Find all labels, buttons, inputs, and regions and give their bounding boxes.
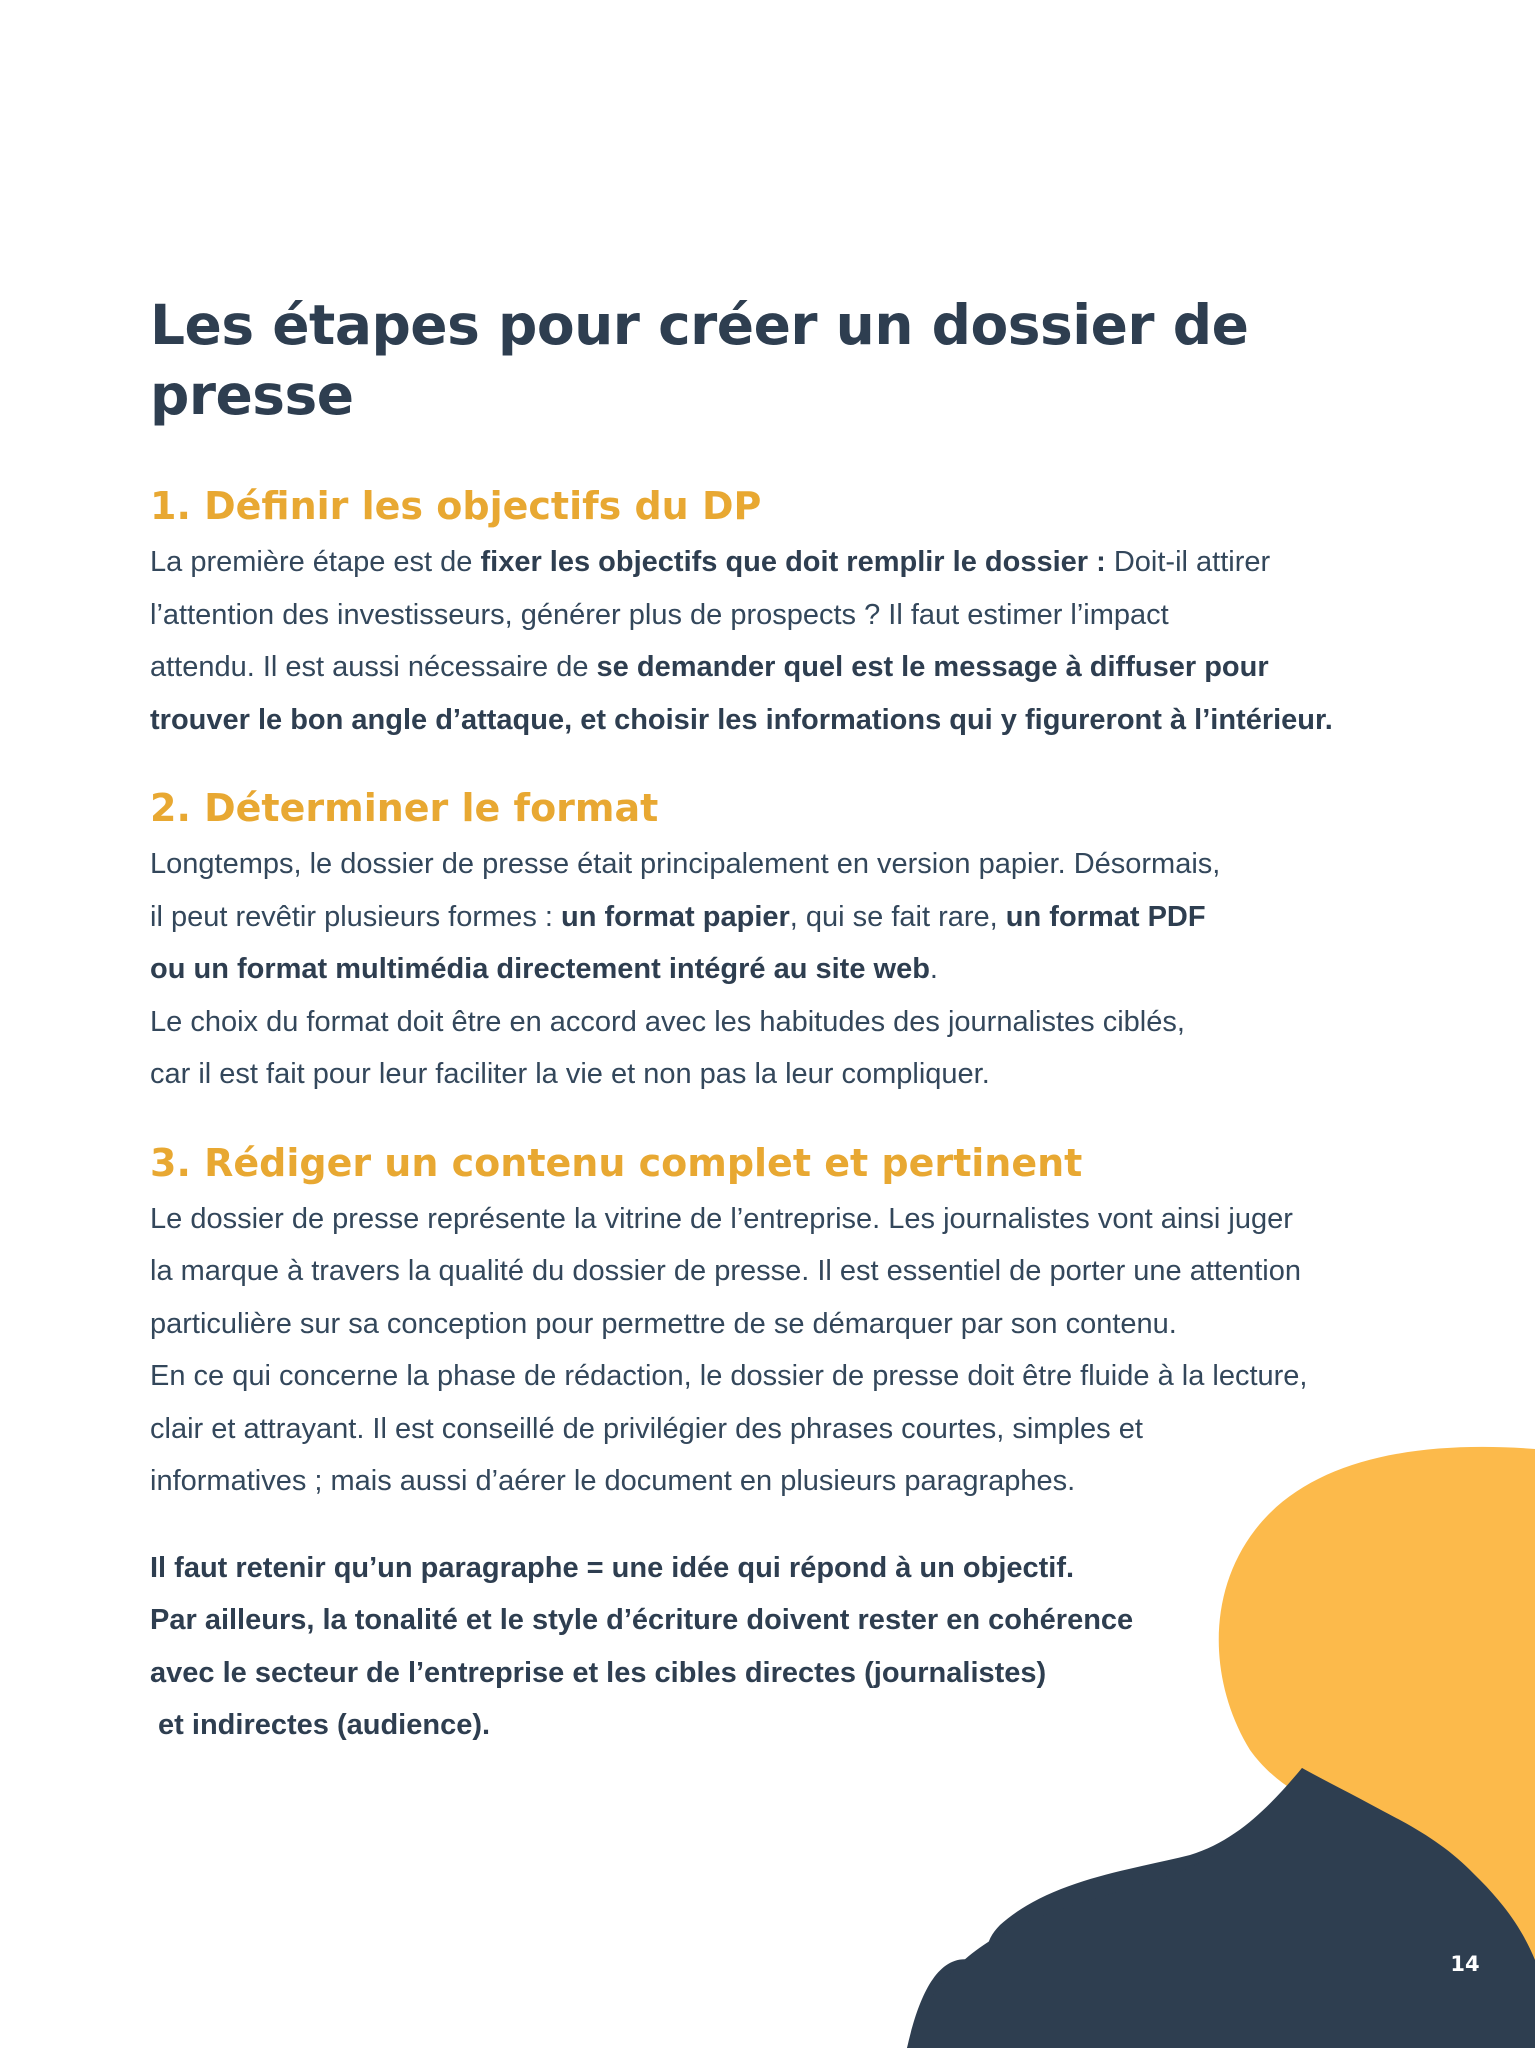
body-text: il peut revêtir plusieurs formes :	[150, 900, 561, 933]
section-body	[150, 536, 1400, 746]
body-text: particulière sur sa conception pour permettre de se démarquer par son contenu.	[150, 1307, 1177, 1340]
sections-container	[150, 478, 1400, 1508]
page-number: 14	[1450, 1952, 1480, 1976]
body-line	[150, 536, 1400, 589]
body-line	[150, 1350, 1400, 1403]
body-line	[150, 1048, 1400, 1101]
conclusion-line: Par ailleurs, la tonalité et le style d’écriture doivent rester en cohérence	[150, 1604, 1134, 1636]
body-line	[150, 838, 1400, 891]
conclusion-line: et indirectes (audience).	[150, 1709, 491, 1741]
body-text: car il est fait pour leur faciliter la vie et non pas la leur compliquer.	[150, 1058, 990, 1090]
bold-text: se demander quel est le message à diffuser pour	[596, 651, 1269, 683]
main-content	[150, 290, 1400, 1752]
body-line	[150, 641, 1400, 694]
body-line	[150, 1193, 1400, 1246]
body-text: l’attention des investisseurs, générer plus de prospects ? Il faut estimer l’impact	[150, 598, 1169, 631]
bold-text: ou un format multimédia directement intégré au site web	[150, 953, 930, 985]
page-title: Les étapes pour créer un dossier de presse	[150, 293, 1249, 427]
section-body	[150, 1193, 1400, 1508]
conclusion-line: avec le secteur de l’entreprise et les cibles directes (journalistes)	[150, 1656, 1047, 1689]
bold-text: un format PDF	[1005, 900, 1206, 933]
section-2	[150, 780, 1400, 1101]
section-3	[150, 1135, 1400, 1508]
conclusion-line: Il faut retenir qu’un paragraphe = une idée qui répond à un objectif.	[150, 1551, 1075, 1584]
section-heading: 2. Déterminer le format	[150, 786, 659, 830]
body-line	[150, 1403, 1400, 1456]
body-line	[150, 943, 1400, 996]
body-text: Longtemps, le dossier de presse était principalement en version papier. Désormais,	[150, 848, 1221, 880]
body-text: .	[929, 953, 938, 985]
section-heading: 1. Définir les objectifs du DP	[150, 484, 762, 528]
bold-text: un format papier	[560, 900, 790, 933]
body-line	[150, 589, 1400, 642]
body-line	[150, 1455, 1400, 1508]
section-body	[150, 838, 1400, 1101]
bold-text: trouver le bon angle d’attaque, et choisir les informations qui y figureront à l’intérieur.	[150, 703, 1333, 736]
body-text: clair et attrayant. Il est conseillé de privilégier des phrases courtes, simples et	[150, 1412, 1143, 1445]
body-text: la marque à travers la qualité du dossier de presse. Il est essentiel de porter une attention	[150, 1255, 1301, 1287]
body-line	[150, 1245, 1400, 1298]
body-text: attendu. Il est aussi nécessaire de	[150, 651, 597, 683]
body-line	[150, 996, 1400, 1049]
body-text: Doit-il attirer	[1105, 546, 1271, 578]
section-1	[150, 478, 1400, 746]
body-text: La première étape est de	[150, 546, 481, 578]
bold-text: fixer les objectifs que doit remplir le dossier :	[480, 546, 1106, 578]
body-text: informatives ; mais aussi d’aérer le document en plusieurs paragraphes.	[150, 1465, 1076, 1497]
body-text: Le choix du format doit être en accord avec les habitudes des journalistes ciblés,	[150, 1005, 1185, 1038]
body-text: , qui se fait rare,	[789, 900, 1006, 933]
body-text: En ce qui concerne la phase de rédaction, le dossier de presse doit être fluide à la lecture,	[150, 1360, 1308, 1392]
section-heading: 3. Rédiger un contenu complet et pertinent	[150, 1140, 1083, 1185]
body-line	[150, 891, 1400, 944]
body-line	[150, 1298, 1400, 1351]
body-text: Le dossier de presse représente la vitrine de l’entreprise. Les journalistes vont ainsi juger	[150, 1202, 1293, 1235]
conclusion-paragraph	[150, 1542, 1400, 1752]
body-line	[150, 694, 1400, 747]
